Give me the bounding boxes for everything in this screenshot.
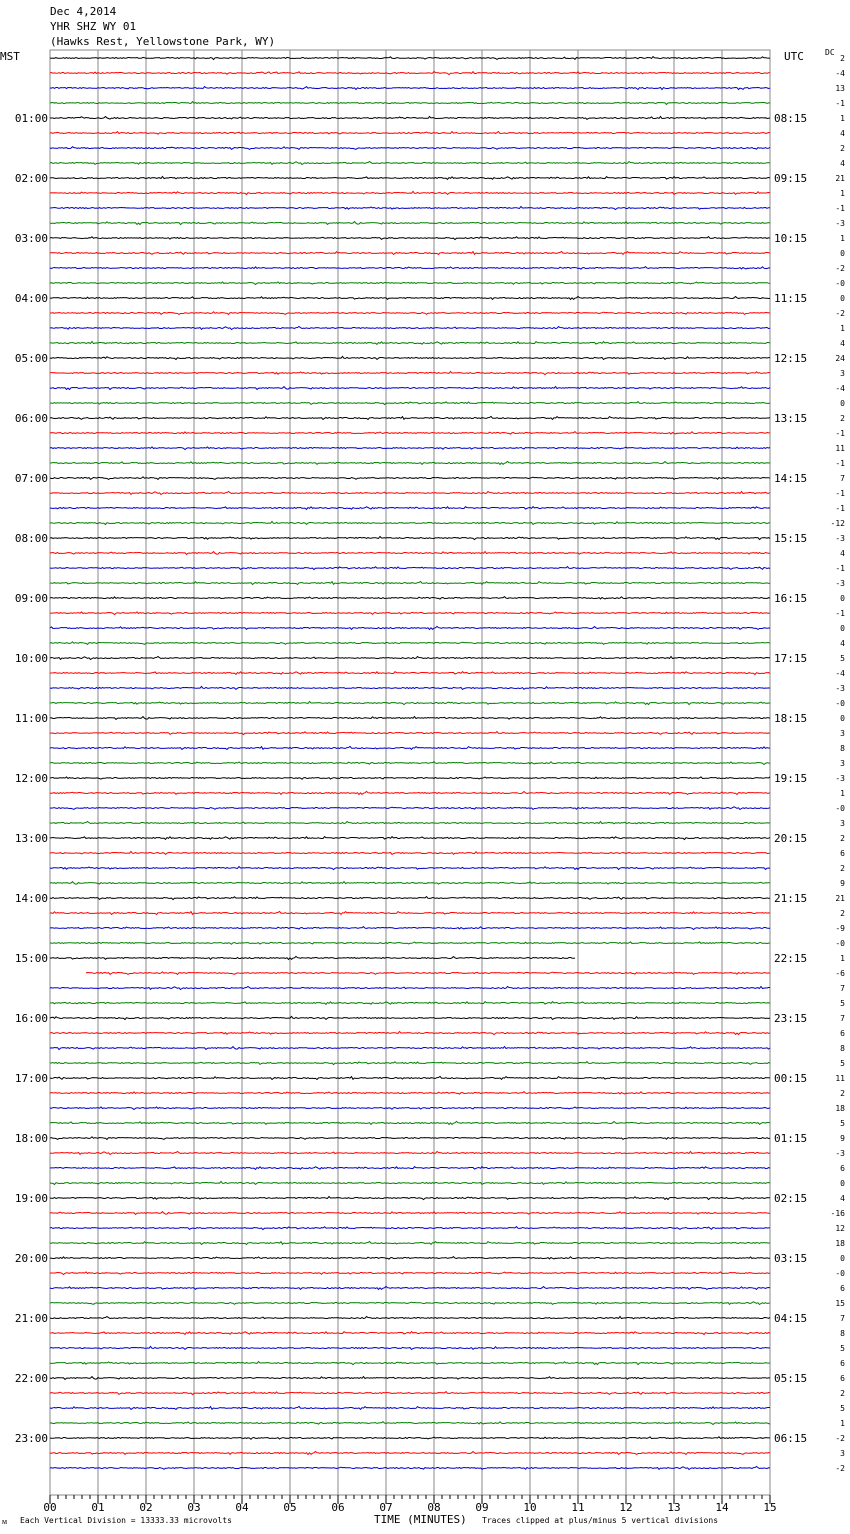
- dc-offset-label: 0: [840, 714, 845, 723]
- dc-offset-label: 4: [840, 1194, 845, 1203]
- seismic-trace: [50, 432, 770, 435]
- seismic-trace: [50, 746, 770, 749]
- seismic-trace: [50, 1002, 770, 1005]
- utc-hour-label: 13:15: [774, 412, 808, 425]
- seismic-trace: [50, 552, 770, 555]
- dc-offset-label: 12: [835, 1224, 845, 1233]
- utc-hour-label: 21:15: [774, 892, 808, 905]
- utc-hour-label: 00:15: [774, 1072, 808, 1085]
- dc-offset-label: 24: [835, 354, 845, 363]
- seismic-trace: [50, 1467, 770, 1470]
- dc-offset-label: 5: [840, 1344, 845, 1353]
- dc-offset-label: 0: [840, 594, 845, 603]
- utc-hour-label: 19:15: [774, 772, 808, 785]
- dc-offset-label: 7: [840, 1014, 845, 1023]
- dc-offset-label: 1: [840, 114, 845, 123]
- seismic-trace: [50, 567, 770, 570]
- seismic-trace: [50, 207, 770, 210]
- utc-hour-label: 23:15: [774, 1012, 808, 1025]
- dc-offset-label: 8: [840, 1329, 845, 1338]
- seismic-trace: [50, 296, 770, 299]
- seismic-trace: [50, 1451, 770, 1454]
- dc-offset-label: 1: [840, 189, 845, 198]
- dc-offset-label: 7: [840, 984, 845, 993]
- seismic-trace: [50, 791, 770, 794]
- seismic-trace: [50, 132, 770, 135]
- mst-hour-label: 05:00: [14, 352, 48, 365]
- dc-offset-label: 5: [840, 654, 845, 663]
- mst-hour-label: 04:00: [14, 292, 48, 305]
- dc-offset-label: 13: [835, 84, 845, 93]
- seismic-trace: [50, 356, 770, 359]
- seismic-trace: [86, 972, 770, 975]
- dc-offset-label: 6: [840, 1359, 845, 1368]
- dc-offset-label: 18: [835, 1239, 845, 1248]
- dc-offset-label: 6: [840, 1029, 845, 1038]
- seismic-trace: [50, 1167, 770, 1170]
- seismic-trace: [50, 1422, 770, 1425]
- seismic-trace: [50, 117, 770, 120]
- seismic-trace: [50, 1377, 770, 1380]
- dc-offset-label: 0: [840, 1254, 845, 1263]
- mst-hour-label: 19:00: [14, 1192, 48, 1205]
- dc-offset-label: 21: [835, 894, 845, 903]
- dc-offset-label: 15: [835, 1299, 845, 1308]
- dc-offset-label: -1: [835, 609, 845, 618]
- x-tick-label: 01: [91, 1501, 105, 1514]
- seismic-trace: [50, 1346, 770, 1349]
- x-axis-label: TIME (MINUTES): [374, 1513, 467, 1526]
- seismic-trace: [50, 717, 770, 720]
- dc-offset-label: 3: [840, 729, 845, 738]
- mst-hour-label: 15:00: [14, 952, 48, 965]
- seismic-trace: [50, 897, 770, 900]
- dc-offset-label: 1: [840, 1419, 845, 1428]
- dc-offset-label: -0: [835, 279, 845, 288]
- utc-hour-label: 06:15: [774, 1432, 808, 1445]
- dc-offset-label: 18: [835, 1104, 845, 1113]
- seismic-trace: [50, 327, 770, 330]
- dc-offset-label: 2: [840, 909, 845, 918]
- seismic-trace: [50, 461, 770, 464]
- seismic-trace: [50, 191, 770, 194]
- mst-hour-label: 20:00: [14, 1252, 48, 1265]
- seismic-trace: [50, 372, 770, 375]
- seismic-trace: [50, 837, 770, 840]
- dc-offset-label: 1: [840, 789, 845, 798]
- seismic-trace: [50, 222, 770, 225]
- x-tick-label: 07: [379, 1501, 393, 1514]
- utc-hour-label: 16:15: [774, 592, 808, 605]
- dc-offset-label: -3: [835, 534, 845, 543]
- dc-offset-label: -4: [835, 69, 845, 78]
- seismic-trace: [50, 642, 770, 645]
- dc-offset-label: 21: [835, 174, 845, 183]
- mst-hour-label: 08:00: [14, 532, 48, 545]
- dc-offset-label: 5: [840, 1119, 845, 1128]
- seismic-trace: [50, 686, 770, 689]
- seismic-trace: [50, 612, 770, 615]
- utc-hour-label: 03:15: [774, 1252, 808, 1265]
- seismic-trace: [50, 1107, 770, 1110]
- dc-offset-label: 3: [840, 819, 845, 828]
- plot-frame: [50, 50, 770, 1495]
- seismic-trace: [50, 87, 770, 90]
- dc-offset-label: 2: [840, 1089, 845, 1098]
- dc-offset-label: -16: [830, 1209, 845, 1218]
- dc-offset-label: 0: [840, 249, 845, 258]
- logo-mark: ᴍ: [2, 1517, 8, 1526]
- dc-offset-label: 2: [840, 1389, 845, 1398]
- seismic-trace: [50, 177, 770, 180]
- dc-offset-label: -2: [835, 264, 845, 273]
- dc-offset-label: 5: [840, 1404, 845, 1413]
- seismic-trace: [50, 251, 770, 254]
- x-tick-label: 14: [715, 1501, 729, 1514]
- seismic-trace: [50, 1137, 770, 1140]
- seismic-trace: [50, 1406, 770, 1409]
- dc-offset-label: -1: [835, 429, 845, 438]
- dc-offset-label: -3: [835, 219, 845, 228]
- dc-offset-label: 0: [840, 399, 845, 408]
- dc-offset-label: -3: [835, 579, 845, 588]
- dc-offset-label: -1: [835, 504, 845, 513]
- seismic-trace: [50, 1197, 770, 1200]
- dc-offset-label: 4: [840, 159, 845, 168]
- dc-offset-label: 7: [840, 1314, 845, 1323]
- dc-offset-label: 7: [840, 474, 845, 483]
- dc-offset-label: 2: [840, 144, 845, 153]
- dc-offset-label: -2: [835, 1434, 845, 1443]
- vertical-division-note: Each Vertical Division = 13333.33 microvolts: [20, 1516, 232, 1525]
- seismic-trace: [50, 507, 770, 510]
- utc-hour-label: 20:15: [774, 832, 808, 845]
- seismic-trace: [50, 537, 770, 540]
- mst-hour-label: 17:00: [14, 1072, 48, 1085]
- dc-offset-label: 6: [840, 849, 845, 858]
- seismic-trace: [50, 732, 770, 735]
- seismic-trace: [50, 402, 770, 405]
- seismic-trace: [50, 956, 575, 959]
- mst-hour-label: 09:00: [14, 592, 48, 605]
- seismic-trace: [50, 822, 770, 824]
- utc-hour-label: 04:15: [774, 1312, 808, 1325]
- seismic-traces: [50, 57, 770, 1470]
- seismic-trace: [50, 1332, 770, 1335]
- dc-offset-label: 4: [840, 339, 845, 348]
- x-tick-label: 03: [187, 1501, 201, 1514]
- x-tick-label: 11: [571, 1501, 585, 1514]
- dc-offset-label: 8: [840, 744, 845, 753]
- seismic-trace: [50, 1152, 770, 1155]
- mst-hour-label: 14:00: [14, 892, 48, 905]
- seismic-trace: [50, 267, 770, 270]
- dc-offset-label: 8: [840, 1044, 845, 1053]
- dc-offset-label: 1: [840, 954, 845, 963]
- seismic-trace: [50, 657, 770, 660]
- utc-hour-label: 18:15: [774, 712, 808, 725]
- seismic-trace: [50, 312, 770, 315]
- mst-hour-label: 23:00: [14, 1432, 48, 1445]
- utc-axis-label: UTC: [784, 50, 804, 63]
- utc-hour-label: 15:15: [774, 532, 808, 545]
- seismic-trace: [50, 851, 770, 854]
- dc-offset-label: -0: [835, 1269, 845, 1278]
- dc-offset-label: 2: [840, 834, 845, 843]
- seismic-trace: [50, 1032, 770, 1035]
- seismic-trace: [50, 777, 770, 779]
- dc-offset-label: 11: [835, 444, 845, 453]
- dc-offset-label: 5: [840, 1059, 845, 1068]
- dc-offset-label: 3: [840, 369, 845, 378]
- mst-hour-label: 03:00: [14, 232, 48, 245]
- dc-offset-label: 6: [840, 1284, 845, 1293]
- utc-hour-label: 08:15: [774, 112, 808, 125]
- dc-offset-label: -0: [835, 804, 845, 813]
- utc-hour-label: 05:15: [774, 1372, 808, 1385]
- dc-offset-label: -4: [835, 384, 845, 393]
- mst-hour-label: 22:00: [14, 1372, 48, 1385]
- dc-offset-label: 6: [840, 1164, 845, 1173]
- seismic-trace: [50, 987, 770, 990]
- x-tick-label: 06: [331, 1501, 345, 1514]
- x-tick-label: 00: [43, 1501, 57, 1514]
- seismic-trace: [50, 1317, 770, 1319]
- mst-hour-label: 10:00: [14, 652, 48, 665]
- dc-offset-label: 4: [840, 129, 845, 138]
- dc-offset-label: -3: [835, 684, 845, 693]
- axis-labels: [15, 54, 845, 1514]
- seismic-trace: [50, 1076, 770, 1079]
- seismic-trace: [50, 1272, 770, 1275]
- dc-offset-label: 3: [840, 759, 845, 768]
- dc-offset-label: 11: [835, 1074, 845, 1083]
- x-tick-label: 04: [235, 1501, 249, 1514]
- seismic-trace: [50, 342, 770, 345]
- utc-hour-label: 01:15: [774, 1132, 808, 1145]
- utc-hour-label: 10:15: [774, 232, 808, 245]
- dc-offset-label: 2: [840, 54, 845, 63]
- dc-offset-label: -6: [835, 969, 845, 978]
- utc-hour-label: 09:15: [774, 172, 808, 185]
- seismic-trace: [50, 882, 770, 885]
- dc-offset-label: 0: [840, 1179, 845, 1188]
- seismic-trace: [50, 57, 770, 60]
- mst-hour-label: 12:00: [14, 772, 48, 785]
- utc-hour-label: 14:15: [774, 472, 808, 485]
- seismic-trace: [50, 71, 770, 74]
- dc-offset-label: 6: [840, 1374, 845, 1383]
- utc-hour-label: 17:15: [774, 652, 808, 665]
- utc-hour-label: 22:15: [774, 952, 808, 965]
- x-tick-label: 02: [139, 1501, 153, 1514]
- x-tick-label: 05: [283, 1501, 297, 1514]
- seismic-trace: [50, 1016, 770, 1019]
- dc-offset-label: -0: [835, 939, 845, 948]
- seismic-trace: [50, 237, 770, 240]
- seismic-trace: [50, 416, 770, 419]
- x-tick-label: 09: [475, 1501, 489, 1514]
- dc-offset-label: -4: [835, 669, 845, 678]
- seismic-trace: [50, 672, 770, 675]
- seismic-trace: [50, 1362, 770, 1365]
- dc-offset-label: 1: [840, 324, 845, 333]
- mst-hour-label: 18:00: [14, 1132, 48, 1145]
- seismic-trace: [50, 581, 770, 584]
- mst-hour-label: 07:00: [14, 472, 48, 485]
- mst-hour-label: 16:00: [14, 1012, 48, 1025]
- dc-offset-label: -3: [835, 1149, 845, 1158]
- x-tick-label: 08: [427, 1501, 441, 1514]
- seismic-trace: [50, 1392, 770, 1395]
- dc-offset-label: 2: [840, 414, 845, 423]
- dc-offset-label: -1: [835, 99, 845, 108]
- dc-offset-label: -12: [830, 519, 845, 528]
- header-date: Dec 4,2014: [50, 5, 117, 18]
- dc-offset-label: 4: [840, 639, 845, 648]
- seismic-trace: [50, 1227, 770, 1230]
- seismic-trace: [50, 1062, 770, 1065]
- dc-offset-label: -1: [835, 459, 845, 468]
- dc-offset-label: -3: [835, 774, 845, 783]
- utc-hour-label: 12:15: [774, 352, 808, 365]
- dc-offset-label: -0: [835, 699, 845, 708]
- dc-offset-label: -1: [835, 489, 845, 498]
- mst-hour-label: 13:00: [14, 832, 48, 845]
- dc-column-label: DC: [825, 48, 835, 57]
- seismic-trace: [50, 387, 770, 390]
- x-tick-label: 12: [619, 1501, 633, 1514]
- seismic-trace: [50, 702, 770, 705]
- header-station: YHR SHZ WY 01: [50, 20, 137, 33]
- clip-note: Traces clipped at plus/minus 5 vertical divisions: [482, 1516, 719, 1525]
- dc-offset-label: 2: [840, 864, 845, 873]
- seismic-trace: [50, 927, 770, 930]
- dc-offset-label: -1: [835, 204, 845, 213]
- seismic-trace: [50, 942, 770, 944]
- mst-hour-label: 21:00: [14, 1312, 48, 1325]
- mst-hour-label: 11:00: [14, 712, 48, 725]
- mst-hour-label: 02:00: [14, 172, 48, 185]
- seismic-trace: [50, 102, 770, 105]
- dc-offset-label: -2: [835, 309, 845, 318]
- seismic-trace: [50, 1286, 770, 1289]
- dc-offset-label: 9: [840, 1134, 845, 1143]
- seismic-trace: [50, 1257, 770, 1260]
- mst-hour-label: 06:00: [14, 412, 48, 425]
- seismic-trace: [50, 597, 770, 600]
- seismic-trace: [50, 626, 770, 629]
- header-location: (Hawks Rest, Yellowstone Park, WY): [50, 35, 276, 48]
- dc-offset-label: 5: [840, 999, 845, 1008]
- seismic-trace: [50, 1437, 770, 1439]
- x-tick-label: 10: [523, 1501, 537, 1514]
- seismic-trace: [50, 1047, 770, 1050]
- x-tick-label: 13: [667, 1501, 681, 1514]
- seismic-trace: [50, 492, 770, 495]
- seismic-trace: [50, 521, 770, 524]
- seismic-trace: [50, 162, 770, 165]
- x-tick-label: 15: [763, 1501, 777, 1514]
- dc-offset-label: 4: [840, 549, 845, 558]
- mst-hour-label: 01:00: [14, 112, 48, 125]
- seismic-trace: [50, 1212, 770, 1215]
- dc-offset-label: 1: [840, 234, 845, 243]
- seismic-trace: [50, 447, 770, 450]
- seismic-trace: [50, 1241, 770, 1244]
- seismic-trace: [50, 1302, 770, 1305]
- seismic-trace: [50, 911, 770, 914]
- seismic-trace: [50, 1121, 770, 1124]
- dc-offset-label: -2: [835, 1464, 845, 1473]
- dc-offset-label: 0: [840, 624, 845, 633]
- seismic-trace: [50, 762, 770, 765]
- seismic-trace: [50, 867, 770, 870]
- seismic-trace: [50, 147, 770, 150]
- seismic-trace: [50, 477, 770, 480]
- dc-offset-label: -9: [835, 924, 845, 933]
- mst-axis-label: MST: [0, 50, 20, 63]
- seismic-trace: [50, 807, 770, 810]
- dc-offset-label: 0: [840, 294, 845, 303]
- dc-offset-label: -1: [835, 564, 845, 573]
- seismic-trace: [50, 1092, 770, 1095]
- seismic-trace: [50, 1181, 770, 1184]
- utc-hour-label: 02:15: [774, 1192, 808, 1205]
- seismic-trace: [50, 282, 770, 285]
- dc-offset-label: 3: [840, 1449, 845, 1458]
- utc-hour-label: 11:15: [774, 292, 808, 305]
- dc-offset-label: 9: [840, 879, 845, 888]
